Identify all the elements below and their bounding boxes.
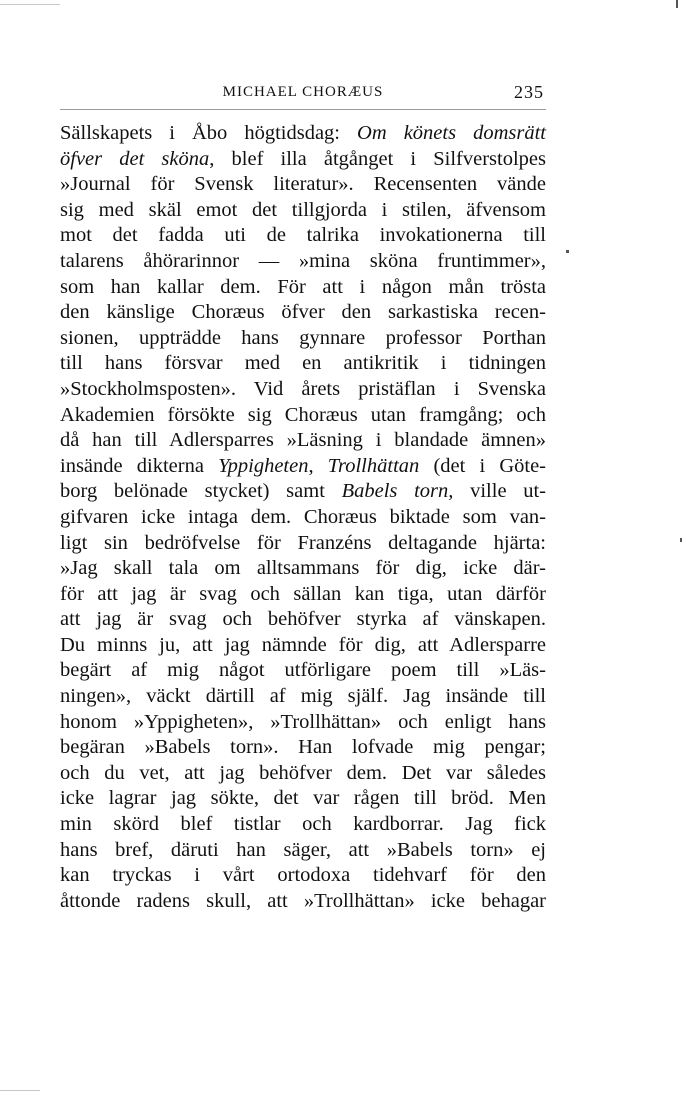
scan-edge-line bbox=[0, 1090, 40, 1091]
text-segment: mot det fadda uti de talrika invokationerna till bbox=[60, 224, 546, 247]
text-line bbox=[60, 812, 546, 838]
italic-title: Yppigheten bbox=[218, 454, 309, 477]
text-line bbox=[60, 454, 546, 480]
text-line bbox=[60, 505, 546, 531]
text-segment: honom »Yppigheten», »Trollhättan» och enligt hans bbox=[60, 710, 546, 733]
text-segment: till hans försvar med en antikritik i tidningen bbox=[60, 352, 546, 375]
text-line bbox=[60, 684, 546, 710]
text-line bbox=[60, 658, 546, 684]
text-segment: hans bref, däruti han säger, att »Babels torn» ej bbox=[60, 838, 546, 861]
text-line bbox=[60, 223, 546, 249]
text-segment: Sällskapets i Åbo högtidsdag: bbox=[60, 122, 358, 144]
text-line bbox=[60, 351, 546, 377]
text-segment: ningen», väckt därtill af mig själf. Jag insände till bbox=[60, 685, 546, 708]
text-segment: »Journal för Svensk literatur». Recensenten vände bbox=[60, 173, 546, 196]
text-segment: , blef illa åtgånget i Silfverstolpes bbox=[209, 147, 546, 170]
italic-title: Om könets domsrätt bbox=[357, 122, 546, 144]
text-segment: att jag är svag och behöfver styrka af vänskapen. bbox=[60, 608, 546, 631]
text-line bbox=[60, 377, 546, 403]
text-segment: som han kallar dem. För att i någon mån trösta bbox=[60, 275, 546, 298]
text-segment: Akademien försökte sig Choræus utan framgång; och bbox=[60, 403, 546, 426]
italic-title: Trollhättan bbox=[327, 454, 420, 477]
text-line bbox=[60, 556, 546, 582]
text-line bbox=[60, 889, 546, 915]
text-line bbox=[60, 607, 546, 633]
text-segment: Du minns ju, att jag nämnde för dig, att Adlersparre bbox=[60, 633, 546, 656]
text-segment: den känslige Choræus öfver den sarkastiska recen- bbox=[60, 301, 546, 324]
page-number: 235 bbox=[514, 82, 544, 102]
text-line bbox=[60, 838, 546, 864]
text-segment: min skörd blef tistlar och kardborrar. Jag fick bbox=[60, 813, 546, 836]
text-segment: sig med skäl emot det tillgjorda i stilen, äfvensom bbox=[60, 198, 546, 221]
text-line bbox=[60, 531, 546, 557]
text-segment: insände dikterna bbox=[60, 454, 219, 477]
text-line bbox=[60, 249, 546, 275]
body-text bbox=[60, 121, 546, 914]
margin-mark bbox=[680, 538, 682, 542]
header-rule bbox=[60, 109, 546, 110]
text-line bbox=[60, 300, 546, 326]
text-segment: (det i Göte- bbox=[419, 454, 546, 477]
margin-mark bbox=[676, 0, 678, 8]
scan-edge-line bbox=[0, 4, 60, 5]
text-segment: begärt af mig något utförligare poem till »Läs- bbox=[60, 659, 546, 682]
text-segment: för att jag är svag och sällan kan tiga, utan därför bbox=[60, 582, 546, 605]
text-segment: begäran »Babels torn». Han lofvade mig pengar; bbox=[60, 736, 546, 759]
text-line bbox=[60, 863, 546, 889]
text-segment: talarens åhörarinnor — »mina sköna fruntimmer», bbox=[60, 249, 546, 272]
text-segment: icke lagrar jag sökte, det var rågen till bröd. Men bbox=[60, 787, 546, 810]
text-segment: ville ut- bbox=[453, 480, 547, 503]
text-line bbox=[60, 761, 546, 787]
text-line bbox=[60, 735, 546, 761]
running-head bbox=[60, 82, 546, 104]
text-segment: kan tryckas i vårt ortodoxa tidehvarf för den bbox=[60, 864, 546, 887]
text-line bbox=[60, 172, 546, 198]
italic-title: öfver det sköna bbox=[60, 147, 210, 170]
text-line bbox=[60, 428, 546, 454]
text-line bbox=[60, 479, 546, 505]
text-line bbox=[60, 121, 546, 147]
text-segment: och du vet, att jag behöfver dem. Det var således bbox=[60, 761, 546, 784]
text-segment: gifvaren icke intaga dem. Choræus biktade som van- bbox=[60, 505, 546, 528]
italic-title: Babels torn, bbox=[341, 480, 454, 503]
text-segment: sionen, uppträdde hans gynnare professor Porthan bbox=[60, 326, 546, 349]
text-line bbox=[60, 633, 546, 659]
text-line bbox=[60, 582, 546, 608]
text-line bbox=[60, 403, 546, 429]
text-line bbox=[60, 326, 546, 352]
text-segment: ligt sin bedröfvelse för Franzéns deltagande hjärta: bbox=[60, 531, 546, 554]
text-segment: , bbox=[308, 454, 328, 477]
text-line bbox=[60, 275, 546, 301]
text-segment: åttonde radens skull, att »Trollhättan» icke behagar bbox=[60, 889, 546, 912]
margin-mark bbox=[566, 250, 569, 253]
running-title: MICHAEL CHORÆUS bbox=[222, 84, 384, 100]
text-line bbox=[60, 710, 546, 736]
text-segment: »Stockholmsposten». Vid årets pristäflan i Svenska bbox=[60, 377, 546, 400]
text-segment: då han till Adlersparres »Läsning i blandade ämnen» bbox=[60, 429, 546, 452]
text-line bbox=[60, 198, 546, 224]
text-line bbox=[60, 786, 546, 812]
text-line bbox=[60, 147, 546, 173]
text-segment: »Jag skall tala om alltsammans för dig, icke där- bbox=[60, 557, 546, 580]
text-segment: borg belönade stycket) samt bbox=[60, 480, 342, 503]
